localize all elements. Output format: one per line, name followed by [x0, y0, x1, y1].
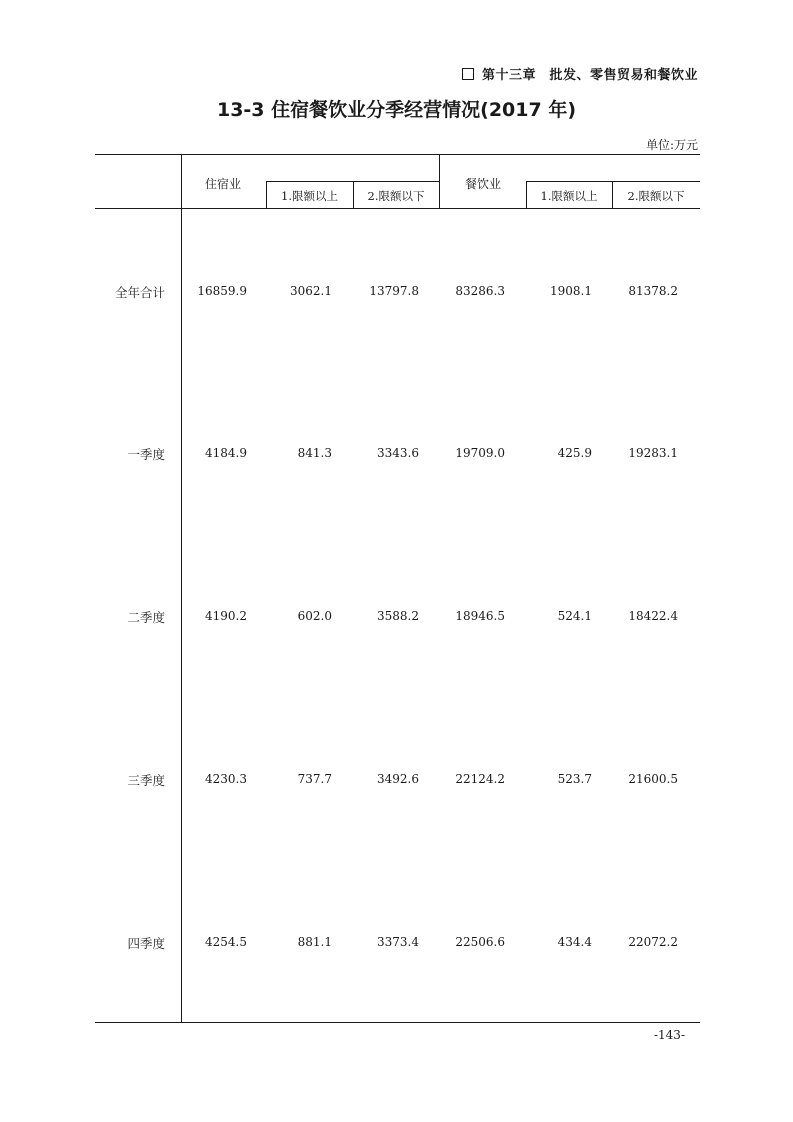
- table-cell: 841.3: [297, 446, 332, 460]
- table-cell: 737.7: [297, 772, 332, 786]
- table-cell: 1908.1: [550, 284, 592, 298]
- col-cat-above: 1.限额以上: [540, 189, 598, 203]
- table-cell: 524.1: [557, 609, 592, 623]
- table-cell: 602.0: [297, 609, 332, 623]
- table-cell: 18946.5: [455, 609, 505, 623]
- row-label: 四季度: [127, 936, 165, 951]
- table-cell: 425.9: [557, 446, 592, 460]
- row-label: 一季度: [127, 447, 165, 462]
- table-cell: 13797.8: [369, 284, 419, 298]
- table-cell: 523.7: [557, 772, 592, 786]
- table-title: 13-3 住宿餐饮业分季经营情况(2017 年): [216, 99, 577, 121]
- square-icon: [462, 68, 474, 80]
- page-number: -143-: [653, 1028, 685, 1042]
- table-cell: 881.1: [297, 935, 332, 949]
- table-cell: 22124.2: [455, 772, 505, 786]
- table-cell: 4230.3: [205, 772, 247, 786]
- table-cell: 3062.1: [290, 284, 332, 298]
- row-label: 全年合计: [114, 285, 165, 300]
- table-cell: 81378.2: [628, 284, 678, 298]
- unit-label: 单位:万元: [645, 138, 698, 152]
- table-cell: 4254.5: [205, 935, 247, 949]
- table-cell: 3373.4: [377, 935, 419, 949]
- table-cell: 3588.2: [377, 609, 419, 623]
- table-cell: 22072.2: [628, 935, 678, 949]
- table-cell: 19709.0: [455, 446, 505, 460]
- row-label: 三季度: [127, 773, 165, 788]
- table-cell: 83286.3: [455, 284, 505, 298]
- col-acc-above: 1.限额以上: [281, 189, 338, 203]
- col-accommodation: 住宿业: [205, 177, 242, 191]
- table-cell: 18422.4: [628, 609, 678, 623]
- table-bottom-rule: [95, 1022, 700, 1023]
- group-divider: [439, 155, 440, 208]
- chapter-label: 第十三章 批发、零售贸易和餐饮业: [481, 68, 698, 83]
- col-cat-below: 2.限额以下: [627, 189, 685, 203]
- table-header-rule: [95, 208, 700, 209]
- table-cell: 22506.6: [455, 935, 505, 949]
- table-cell: 16859.9: [197, 284, 247, 298]
- table-cell: 4190.2: [205, 609, 247, 623]
- table-top-rule: [95, 154, 700, 155]
- table-cell: 3492.6: [377, 772, 419, 786]
- chapter-heading: [462, 64, 698, 83]
- table-cell: 21600.5: [628, 772, 678, 786]
- row-label: 二季度: [127, 610, 165, 625]
- table-cell: 3343.6: [377, 446, 419, 460]
- col-catering: 餐饮业: [465, 177, 502, 191]
- table-cell: 19283.1: [628, 446, 678, 460]
- table-cell: 4184.9: [205, 446, 247, 460]
- col-acc-below: 2.限额以下: [367, 189, 425, 203]
- cat-subheader-rule: [526, 181, 700, 182]
- table-cell: 434.4: [557, 935, 592, 949]
